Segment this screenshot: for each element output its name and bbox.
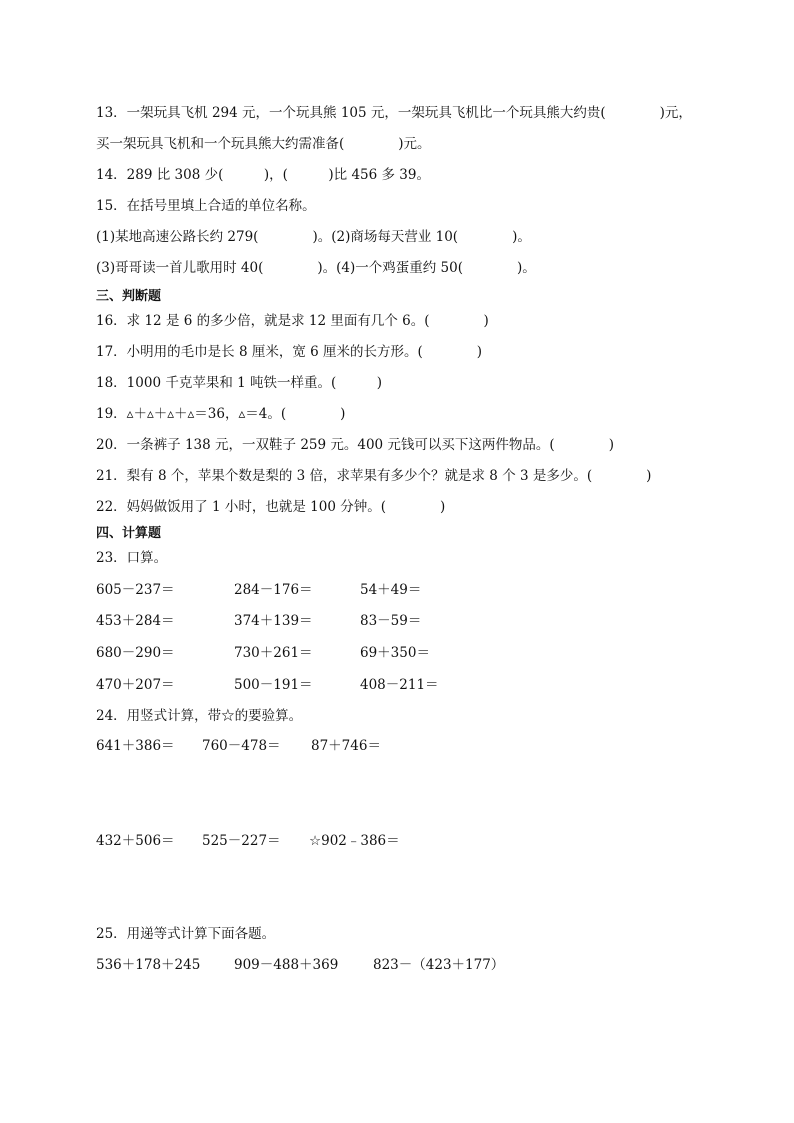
question-19: 19．▵＋▵＋▵＋▵＝36，▵＝4。( ): [96, 406, 346, 422]
question-22: 22．妈妈做饭用了 1 小时，也就是 100 分钟。( ): [96, 499, 446, 515]
question-14: 14．289 比 308 少( )，( )比 456 多 39。: [96, 167, 430, 183]
oral-item: 730＋261＝: [234, 645, 313, 661]
oral-item: 470＋207＝: [96, 677, 175, 693]
oral-item: 83－59＝: [360, 613, 422, 629]
vertical-calc-item: 641＋386＝: [96, 738, 175, 754]
oral-item: 408－211＝: [360, 677, 439, 693]
oral-item: 54＋49＝: [360, 582, 422, 598]
section-3-title: 三、判断题: [96, 289, 162, 304]
vertical-calc-item: 760－478＝: [202, 738, 281, 754]
question-23: 23．口算。: [96, 550, 168, 566]
oral-item: 605－237＝: [96, 582, 175, 598]
oral-item: 500－191＝: [234, 677, 313, 693]
stepwise-item: 823－（423＋177）: [373, 957, 505, 973]
vertical-calc-item-check: ☆902﹣386＝: [309, 833, 400, 849]
oral-item: 453＋284＝: [96, 613, 175, 629]
question-20: 20．一条裤子 138 元，一双鞋子 259 元。400 元钱可以买下这两件物品。( ): [96, 437, 614, 453]
question-13-line-1: 13．一架玩具飞机 294 元，一个玩具熊 105 元，一架玩具飞机比一个玩具熊大约贵( )元，: [96, 105, 692, 121]
question-16: 16．求 12 是 6 的多少倍，就是求 12 里面有几个 6。( ): [96, 313, 489, 329]
question-25: 25．用递等式计算下面各题。: [96, 926, 276, 942]
oral-item: 374＋139＝: [234, 613, 313, 629]
question-21: 21．梨有 8 个，苹果个数是梨的 3 倍，求苹果有多少个？就是求 8 个 3 是多少。( ): [96, 468, 652, 484]
vertical-calc-item: 87＋746＝: [311, 738, 381, 754]
question-18: 18．1000 千克苹果和 1 吨铁一样重。( ): [96, 375, 383, 391]
stepwise-item: 909－488＋369: [234, 957, 339, 973]
oral-item: 680－290＝: [96, 645, 175, 661]
question-17: 17．小明用的毛巾是长 8 厘米，宽 6 厘米的长方形。( ): [96, 344, 483, 360]
question-24: 24．用竖式计算，带☆的要验算。: [96, 708, 303, 724]
vertical-calc-item: 525－227＝: [202, 833, 281, 849]
question-15: 15．在括号里填上合适的单位名称。: [96, 198, 316, 214]
question-15-part-b: (3)哥哥读一首儿歌用时 40( )。(4)一个鸡蛋重约 50( )。: [96, 260, 536, 276]
stepwise-item: 536＋178＋245: [96, 957, 201, 973]
question-15-part-a: (1)某地高速公路长约 279( )。(2)商场每天营业 10( )。: [96, 229, 531, 245]
oral-item: 69＋350＝: [360, 645, 430, 661]
question-13-line-2: 买一架玩具飞机和一个玩具熊大约需准备( )元。: [96, 136, 431, 152]
section-4-title: 四、计算题: [96, 526, 162, 541]
oral-item: 284－176＝: [234, 582, 313, 598]
vertical-calc-item: 432＋506＝: [96, 833, 175, 849]
